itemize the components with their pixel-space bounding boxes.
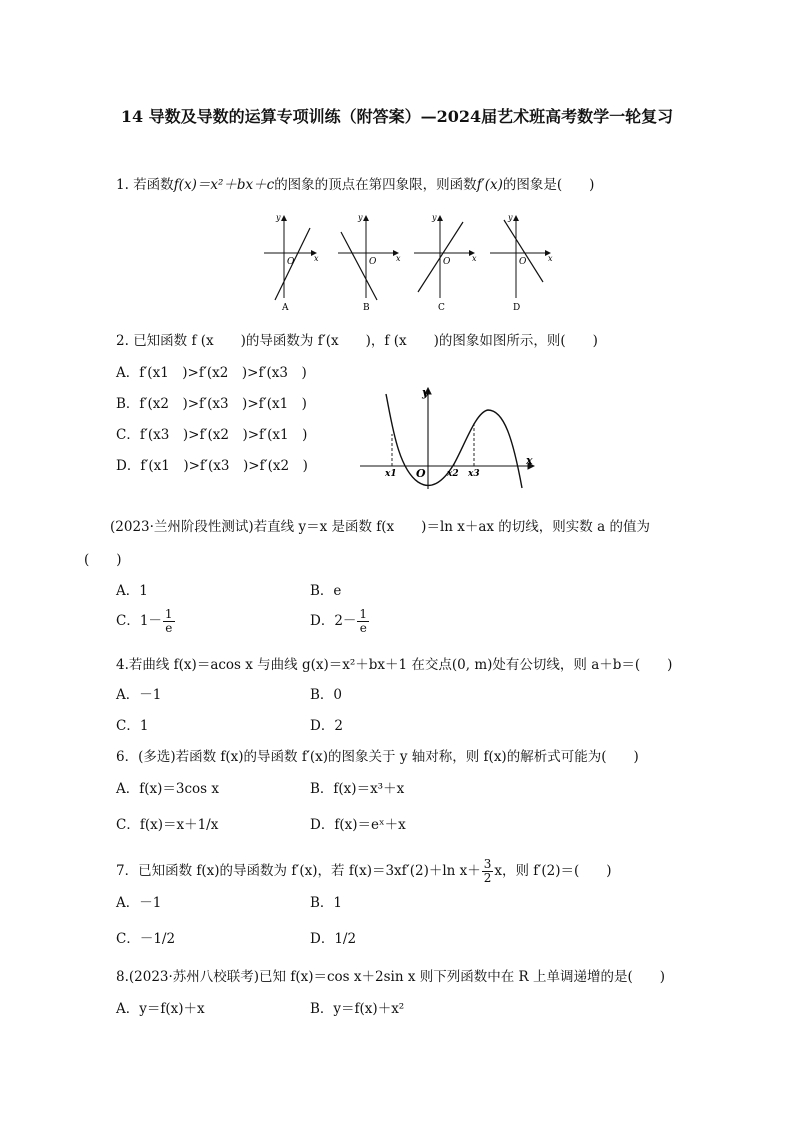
q1-d-origin: O xyxy=(519,257,527,267)
q2-x3-label: x3 xyxy=(468,469,480,479)
q7-option-d: D．1/2 xyxy=(310,931,357,947)
question-4-stem: 4.若曲线 f(x)＝acos x 与曲线 g(x)＝x²＋bx＋1 在交点(0, m)处有公切线，则 a＋b＝( ) xyxy=(116,657,673,673)
question-3-stem: (2023·兰州阶段性测试)若直线 y＝x 是函数 f(x )＝ln x＋ax 的切线，则实数 a 的值为 xyxy=(110,519,650,535)
q4-option-d: D．2 xyxy=(310,718,343,734)
q3-option-a: A．1 xyxy=(116,583,148,599)
question-1-stem xyxy=(116,176,594,194)
q3-option-c: C．1－ $\frac{1}{e}$ xyxy=(116,607,173,635)
q4-option-a: A．－1 xyxy=(116,687,162,703)
question-8-stem: 8.(2023·苏州八校联考)已知 f(x)＝cos x＋2sin x 则下列函数中在 R 上单调递增的是( ) xyxy=(116,969,666,985)
q3-d-frac-num: 1 xyxy=(359,607,368,621)
q1-text-b: 的图象的顶点在第四象限，则函数 xyxy=(274,177,477,193)
q8-option-a: A．y＝f(x)＋x xyxy=(116,1001,205,1017)
q1-graph-c xyxy=(414,213,477,313)
question-6-stem: 6．(多选)若函数 f(x)的导函数 f′(x)的图象关于 y 轴对称，则 f(x)的解析式可能为( ) xyxy=(116,749,639,765)
q4-option-c: C．1 xyxy=(116,718,149,734)
q1-a-x-label: x xyxy=(314,254,319,263)
q1-label-c: C xyxy=(438,303,445,313)
q4-option-b: B．0 xyxy=(310,687,343,703)
q3-c-frac-num: 1 xyxy=(164,607,173,621)
q1-graph-d xyxy=(490,213,553,313)
q6-option-b: B．f(x)＝x³＋x xyxy=(310,781,405,797)
q7-frac-den: 2 xyxy=(483,871,492,885)
q7-option-a: A．－1 xyxy=(116,895,162,911)
page-title: 14 导数及导数的运算专项训练（附答案）—2024届艺术班高考数学一轮复习 xyxy=(120,107,674,126)
q1-c-y-label: y xyxy=(432,213,437,222)
q7-stem-b: x，则 f′(2)＝( ) xyxy=(494,863,612,879)
q8-option-b: B．y＝f(x)＋x² xyxy=(310,1001,405,1017)
q2-y-label: y xyxy=(422,386,429,399)
q1-a-origin: O xyxy=(287,257,295,267)
q1-b-y-label: y xyxy=(358,213,363,222)
q2-x2-label: x2 xyxy=(447,469,459,479)
q1-graph-a xyxy=(264,213,319,313)
q1-graph-b xyxy=(338,213,401,313)
q1-label-a: A xyxy=(282,303,289,313)
q7-frac-num: 3 xyxy=(483,857,492,871)
q1-b-origin: O xyxy=(369,257,377,267)
q6-option-a: A．f(x)＝3cos x xyxy=(116,781,220,797)
q2-function-graph xyxy=(358,384,538,492)
q1-text-a: 若函数 xyxy=(133,177,174,193)
q1-c-origin: O xyxy=(443,257,451,267)
question-7-stem xyxy=(116,858,612,885)
q3-option-d: D．2－ $\frac{1}{e}$ xyxy=(310,607,368,635)
q1-function: f(x)＝x²＋bx＋c xyxy=(173,177,275,193)
q1-label-d: D xyxy=(513,303,521,313)
q6-option-c: C．f(x)＝x＋1/x xyxy=(116,817,219,833)
q1-d-x-label: x xyxy=(548,254,553,263)
question-2-stem xyxy=(116,332,598,350)
q1-text-c: 的图象是( ) xyxy=(502,177,595,193)
q2-option-d: D．f′(x1 )>f′(x3 )>f′(x2 ) xyxy=(116,458,308,474)
q2-origin: O xyxy=(416,467,426,480)
q1-b-x-label: x xyxy=(396,254,401,263)
q7-stem-a: 7．已知函数 f(x)的导函数为 f′(x)，若 f(x)＝3xf′(2)＋ln x＋ xyxy=(116,863,481,879)
q1-label-b: B xyxy=(363,303,370,313)
q3-paren: ( ) xyxy=(84,552,122,568)
q7-option-c: C．－1/2 xyxy=(116,931,176,947)
q2-stem-text: 已知函数 f (x )的导函数为 f′(x )，f (x )的图象如图所示，则( ) xyxy=(133,333,598,349)
q1-c-x-label: x xyxy=(472,254,477,263)
q1-option-graphs xyxy=(258,208,558,316)
q2-x1-label: x1 xyxy=(385,469,397,479)
q2-option-a: A．f′(x1 )>f′(x2 )>f′(x3 ) xyxy=(116,365,307,381)
q3-c-frac-den: e xyxy=(165,621,173,635)
q1-d-y-label: y xyxy=(508,213,513,222)
q3-option-b: B．e xyxy=(310,583,342,599)
q7-option-b: B．1 xyxy=(310,895,343,911)
q2-number: 2. xyxy=(116,333,129,349)
q1-number: 1. xyxy=(116,177,129,193)
q1-derivative: f′(x) xyxy=(476,177,503,193)
q2-x-label: x xyxy=(526,454,533,467)
q3-d-frac-den: e xyxy=(359,621,367,635)
q1-a-y-label: y xyxy=(276,213,281,222)
q2-option-c: C．f′(x3 )>f′(x2 )>f′(x1 ) xyxy=(116,427,308,443)
q2-option-b: B．f′(x2 )>f′(x3 )>f′(x1 ) xyxy=(116,396,307,412)
q6-option-d: D．f(x)＝eˣ＋x xyxy=(310,817,406,833)
